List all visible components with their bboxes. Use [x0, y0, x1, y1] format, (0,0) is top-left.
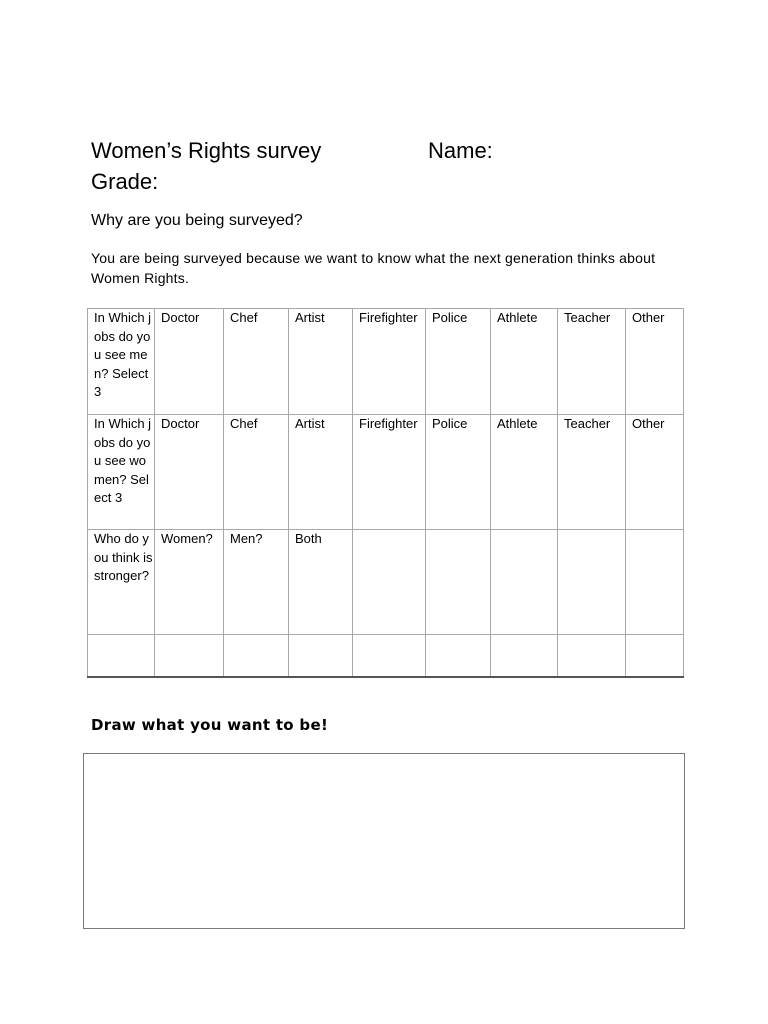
option-cell[interactable]: Teacher	[558, 415, 626, 530]
empty-cell	[353, 530, 426, 635]
question-cell: In Which jobs do you see women? Select 3	[88, 415, 155, 530]
survey-title: Women’s Rights survey	[91, 138, 322, 163]
empty-cell	[426, 530, 491, 635]
empty-cell	[224, 635, 289, 678]
option-cell[interactable]: Doctor	[155, 415, 224, 530]
option-cell[interactable]: Teacher	[558, 309, 626, 415]
empty-cell	[491, 530, 558, 635]
option-cell[interactable]: Firefighter	[353, 309, 426, 415]
option-cell[interactable]: Women?	[155, 530, 224, 635]
option-cell[interactable]: Other	[626, 309, 684, 415]
table-row	[88, 415, 684, 530]
drawing-heading: Draw what you want to be!	[91, 716, 329, 734]
option-cell[interactable]: Chef	[224, 415, 289, 530]
empty-cell	[626, 635, 684, 678]
option-cell[interactable]: Firefighter	[353, 415, 426, 530]
survey-table	[87, 308, 684, 678]
option-cell[interactable]: Police	[426, 415, 491, 530]
empty-cell	[626, 530, 684, 635]
option-cell[interactable]: Other	[626, 415, 684, 530]
option-cell[interactable]: Chef	[224, 309, 289, 415]
intro-paragraph: You are being surveyed because we want to know what the next generation thinks about Women Rights.	[91, 250, 656, 286]
table-row	[88, 530, 684, 635]
option-cell[interactable]: Artist	[289, 415, 353, 530]
section-heading: Why are you being surveyed?	[91, 212, 303, 229]
option-cell[interactable]: Artist	[289, 309, 353, 415]
empty-cell	[155, 635, 224, 678]
table-row	[88, 309, 684, 415]
empty-cell	[558, 635, 626, 678]
empty-cell	[353, 635, 426, 678]
option-cell[interactable]: Athlete	[491, 415, 558, 530]
question-cell: Who do you think is stronger?	[88, 530, 155, 635]
name-label: Name:	[428, 138, 493, 163]
empty-cell	[289, 635, 353, 678]
empty-cell	[426, 635, 491, 678]
option-cell[interactable]: Both	[289, 530, 353, 635]
option-cell[interactable]: Police	[426, 309, 491, 415]
empty-cell	[558, 530, 626, 635]
option-cell[interactable]: Athlete	[491, 309, 558, 415]
empty-cell	[88, 635, 155, 678]
question-cell: In Which jobs do you see men? Select 3	[88, 309, 155, 415]
drawing-box[interactable]	[83, 753, 685, 929]
grade-label: Grade:	[91, 169, 159, 194]
option-cell[interactable]: Doctor	[155, 309, 224, 415]
option-cell[interactable]: Men?	[224, 530, 289, 635]
empty-cell	[491, 635, 558, 678]
table-row	[88, 635, 684, 678]
